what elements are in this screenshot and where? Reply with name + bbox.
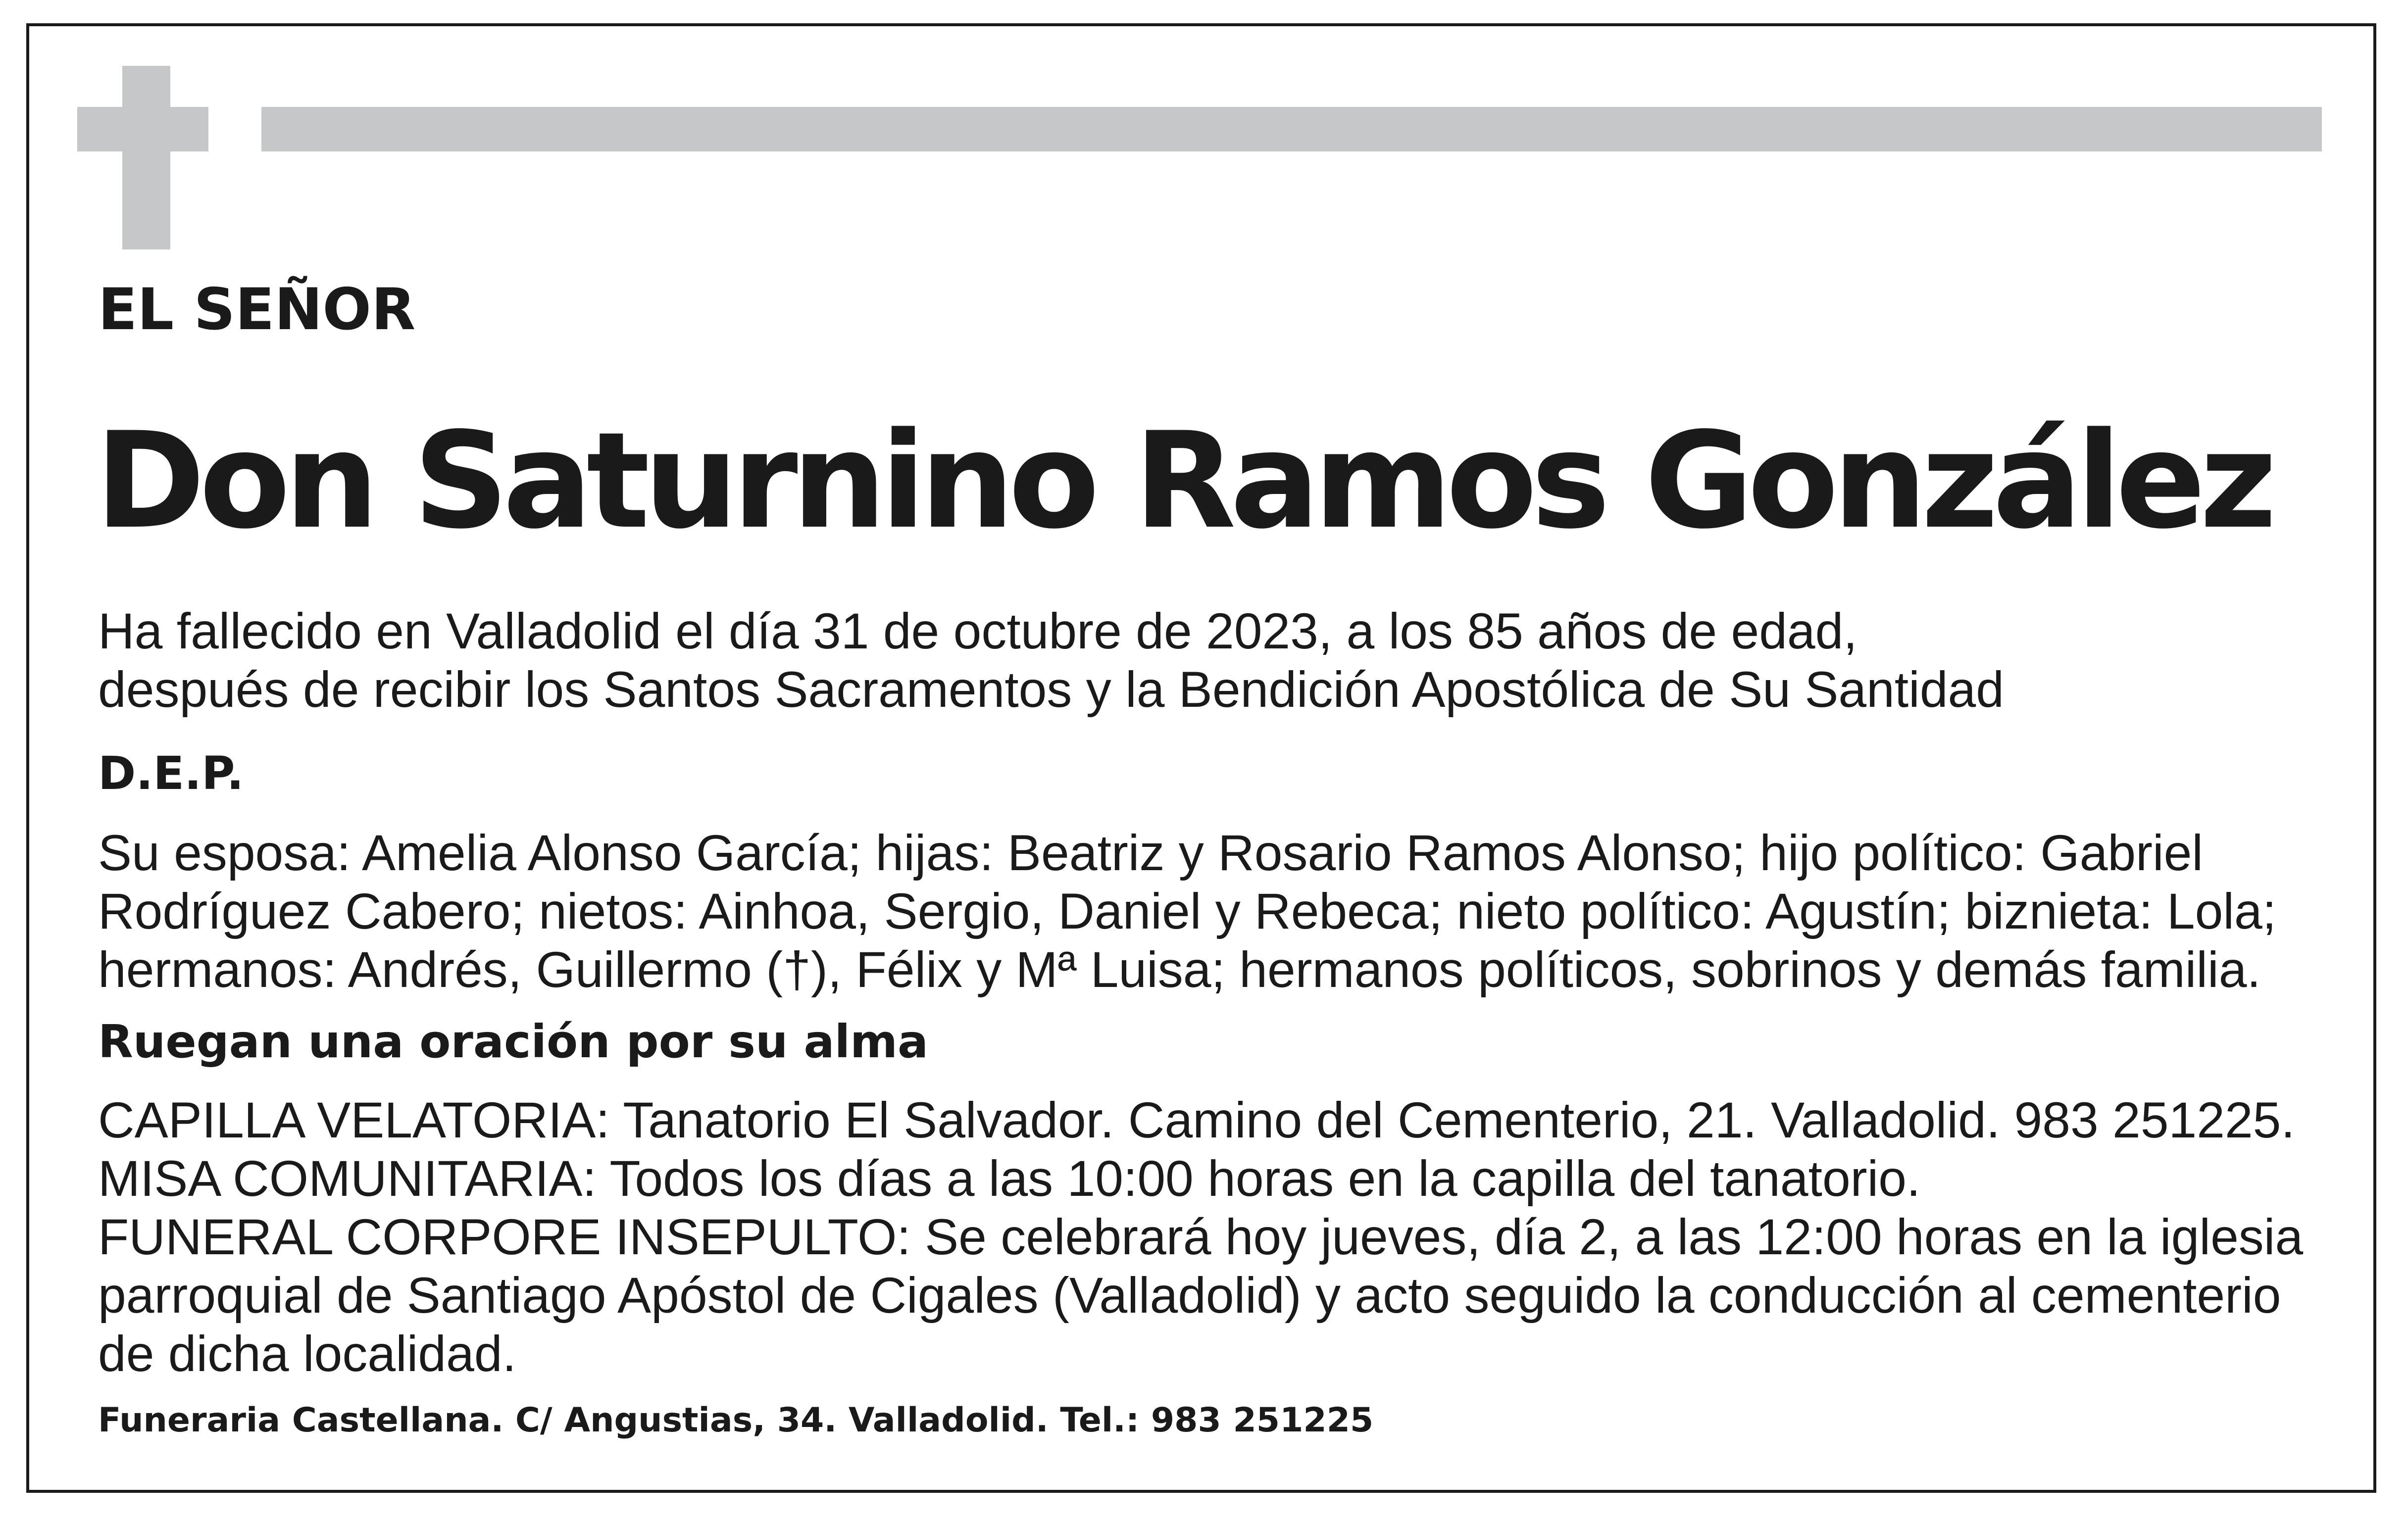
intro-line: después de recibir los Santos Sacramentos y la Bendición Apostólica de Su Santidad [98,661,2005,718]
funeral-home-footer: Funeraria Castellana. C/ Angustias, 34. Valladolid. Tel.: 983 251225 [98,1401,1374,1440]
services-paragraph [98,1091,2303,1383]
heading: EL SEÑOR [98,276,416,343]
family-paragraph [98,824,2276,999]
family-line: hermanos: Andrés, Guillermo (†), Félix y Mª Luisa; hermanos políticos, sobrinos y demás familia. [98,941,2261,998]
services-line: FUNERAL CORPORE INSEPULTO: Se celebrará hoy jueves, día 2, a las 12:00 horas en la iglesia [98,1209,2304,1265]
cross-icon-arm [77,107,208,151]
family-line: Su esposa: Amelia Alonso García; hijas: Beatriz y Rosario Ramos Alonso; hijo político: Gabriel [98,825,2204,881]
prayer-line: Ruegan una oración por su alma [98,1015,929,1068]
deceased-name: Don Saturnino Ramos González [95,404,2271,558]
family-line: Rodríguez Cabero; nietos: Ainhoa, Sergio, Daniel y Rebeca; nieto político: Agustín; biznieta: Lola; [98,883,2277,939]
intro-paragraph [98,602,2004,719]
intro-line: Ha fallecido en Valladolid el día 31 de octubre de 2023, a los 85 años de edad, [98,603,1857,659]
header-rule [261,107,2322,151]
services-line: parroquial de Santiago Apóstol de Cigales (Valladolid) y acto seguido la conducción al cementerio [98,1267,2281,1324]
services-line: de dicha localidad. [98,1326,516,1382]
services-line: CAPILLA VELATORIA: Tanatorio El Salvador. Camino del Cementerio, 21. Valladolid. 983 251225. [98,1092,2295,1148]
cross-icon [122,66,170,249]
dep-label: D.E.P. [98,747,244,800]
services-line: MISA COMUNITARIA: Todos los días a las 10:00 horas en la capilla del tanatorio. [98,1150,1921,1207]
